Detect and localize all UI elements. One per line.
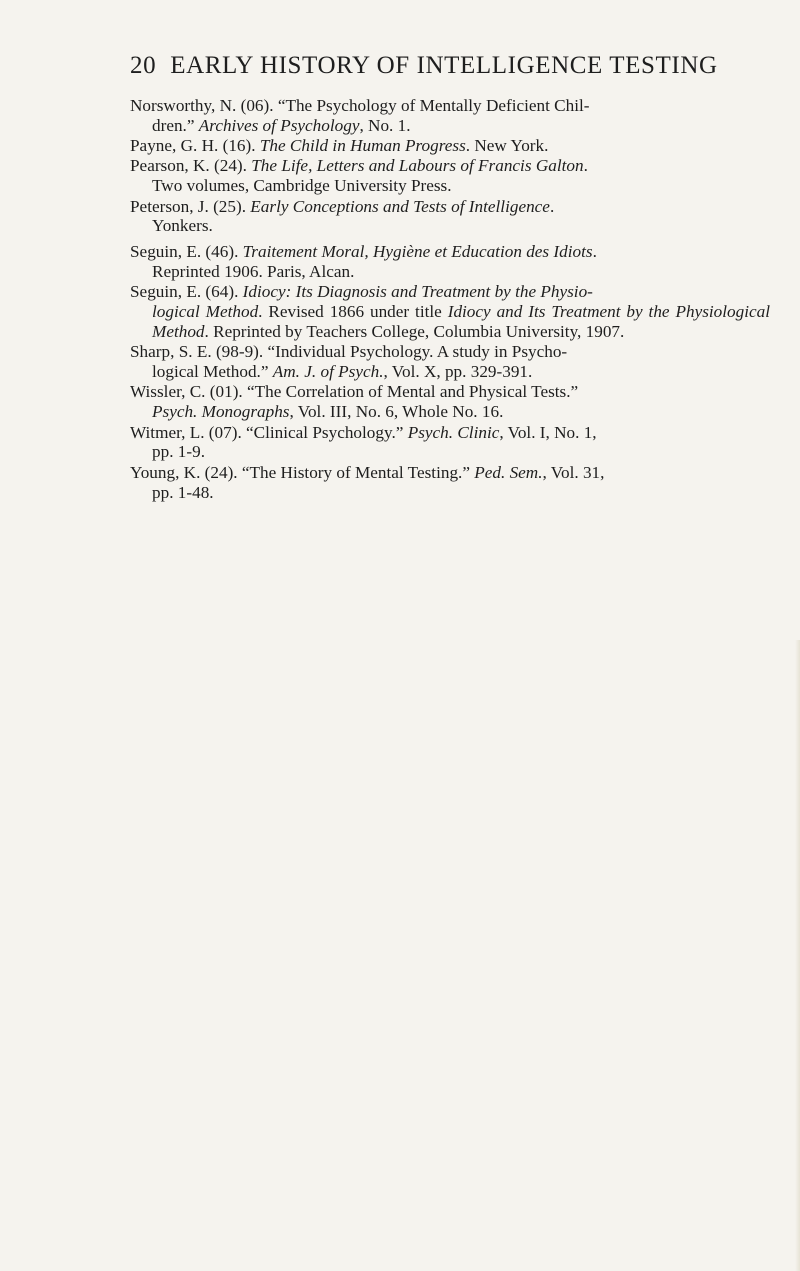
reference-first-line: Seguin, E. (64). Idiocy: Its Diagnosis and Treatment by the Physio- [130, 282, 593, 302]
reference-first-line: Seguin, E. (46). Traitement Moral, Hygiène et Education des Idiots. [130, 242, 597, 262]
reference-continuation: Yonkers. [152, 216, 213, 236]
page-number: 20 [130, 52, 157, 79]
reference-list [130, 96, 770, 503]
reference-continuation: logical Method.” Am. J. of Psych., Vol. X, pp. 329-391. [152, 362, 533, 382]
reference-continuation: Psych. Monographs, Vol. III, No. 6, Whole No. 16. [152, 402, 504, 422]
reference-continuation: logical Method. Revised 1866 under title Idiocy and Its Treatment by the Physiological Method. Reprinted by Teachers College, Columbia University, 1907. [152, 302, 770, 341]
reference-entry [130, 96, 770, 136]
reference-entry [130, 156, 770, 196]
reference-continuation: Reprinted 1906. Paris, Alcan. [152, 262, 355, 282]
reference-first-line: Young, K. (24). “The History of Mental Testing.” Ped. Sem., Vol. 31, [130, 462, 605, 482]
reference-continuation: pp. 1-48. [152, 482, 214, 502]
reference-entry [130, 342, 770, 382]
running-title: EARLY HISTORY OF INTELLIGENCE TESTING [170, 52, 718, 79]
reference-first-line: Pearson, K. (24). The Life, Letters and Labours of Francis Galton. [130, 156, 588, 176]
running-header [130, 52, 770, 80]
reference-continuation: pp. 1-9. [152, 442, 205, 462]
reference-first-line: Witmer, L. (07). “Clinical Psychology.” Psych. Clinic, Vol. I, No. 1, [130, 422, 597, 442]
reference-entry [130, 136, 770, 156]
page-edge-shadow [795, 640, 800, 1271]
reference-entry [130, 242, 770, 282]
reference-first-line: Payne, G. H. (16). The Child in Human Progress. New York. [130, 136, 549, 156]
reference-first-line: Peterson, J. (25). Early Conceptions and Tests of Intelligence. [130, 196, 555, 216]
reference-first-line: Norsworthy, N. (06). “The Psychology of Mentally Deficient Chil- [130, 96, 590, 115]
reference-entry [130, 197, 770, 237]
reference-entry [130, 423, 770, 463]
reference-first-line: Wissler, C. (01). “The Correlation of Mental and Physical Tests.” [130, 382, 579, 402]
reference-continuation: dren.” Archives of Psychology, No. 1. [152, 115, 411, 135]
reference-entry [130, 463, 770, 503]
reference-entry [130, 282, 770, 341]
reference-first-line: Sharp, S. E. (98-9). “Individual Psychology. A study in Psycho- [130, 342, 568, 362]
reference-entry [130, 382, 770, 422]
reference-continuation: Two volumes, Cambridge University Press. [152, 176, 452, 196]
